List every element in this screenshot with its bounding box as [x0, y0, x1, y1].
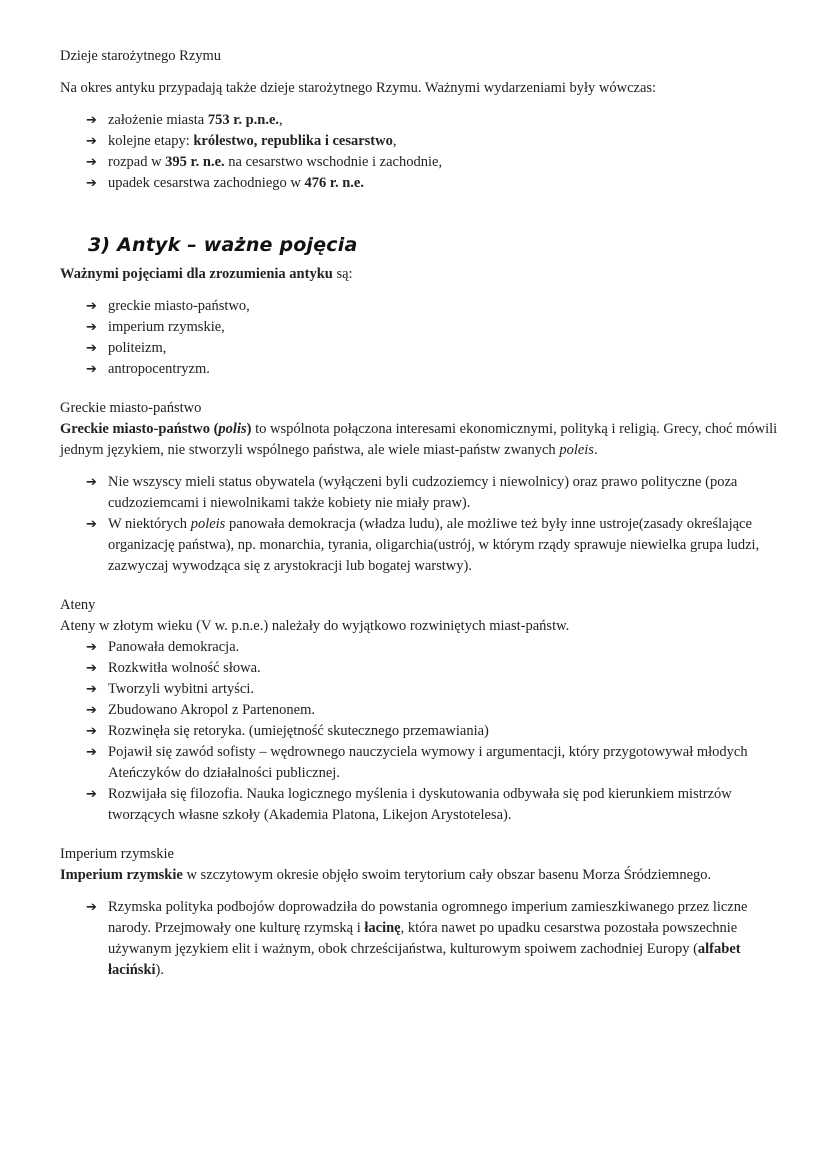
- ateny-intro: Ateny w złotym wieku (V w. p.n.e.) należały do wyjątkowo rozwiniętych miast-państw.: [60, 618, 570, 634]
- greckie-para: Greckie miasto-państwo (polis) to wspólnota połączona interesami ekonomicznymi, polityką i religią. Grecy, choć mówili jednym językiem, nie stworzyli wspólnego państwa, ale wiele miast-państw zwanych poleis.: [60, 421, 778, 458]
- arrow-right-icon: ➔: [86, 299, 97, 314]
- emphasis-text: poleis: [190, 516, 226, 532]
- arrow-right-icon: ➔: [86, 682, 97, 697]
- emphasis-text: polis: [218, 421, 247, 437]
- emphasis-text: Greckie miasto-państwo (: [60, 421, 219, 437]
- arrow-right-icon: ➔: [86, 900, 97, 915]
- arrow-right-icon: ➔: [86, 341, 97, 356]
- emphasis-text: alfabet łaciński: [108, 941, 741, 978]
- list-item: ➔ kolejne etapy: królestwo, republika i cesarstwo,: [86, 131, 778, 152]
- list-item: ➔ Panowała demokracja.: [86, 637, 778, 658]
- arrow-right-icon: ➔: [86, 155, 97, 170]
- list-item: ➔ politeizm,: [86, 338, 778, 359]
- greckie-list: [60, 472, 778, 577]
- arrow-right-icon: ➔: [86, 724, 97, 739]
- emphasis-text: Ważnymi pojęciami dla zrozumienia antyku: [60, 266, 333, 282]
- list-item: ➔ założenie miasta 753 r. p.n.e.,: [86, 110, 778, 131]
- imperium-heading: Imperium rzymskie: [60, 846, 174, 862]
- arrow-right-icon: ➔: [86, 176, 97, 191]
- list-item: ➔ antropocentryzm.: [86, 359, 778, 380]
- emphasis-text: 476 r. n.e.: [304, 175, 364, 191]
- emphasis-text: królestwo, republika i cesarstwo: [193, 133, 393, 149]
- arrow-right-icon: ➔: [86, 787, 97, 802]
- emphasis-text: 753 r. p.n.e.: [207, 112, 280, 128]
- arrow-right-icon: ➔: [86, 134, 97, 149]
- emphasis-text: Imperium rzymskie: [60, 867, 183, 883]
- ateny-heading: Ateny: [60, 597, 96, 613]
- list-item: ➔ Rzymska polityka podbojów doprowadziła do powstania ogromnego imperium zamieszkiwanego przez liczne narody. Przejmowały one kulturę rzymską i łacinę, która nawet po upadku cesarstwa pozostała powszechnie używanym językiem elit i ważnym, obok chrześcijaństwa, kulturowym spoiwem zachodniej Europy (alfabet łaciński).: [86, 899, 748, 978]
- rzym-list: [60, 110, 778, 194]
- list-item: ➔ Zbudowano Akropol z Partenonem.: [86, 700, 778, 721]
- list-item: ➔ W niektórych poleis panowała demokracja (władza ludu), ale możliwe też były inne ustroje(zasady określające organizację państwa), np. monarchia, tyrania, oligarchia(ustrój, w którym rządy sprawuje niewielka grupa ludzi, zazwyczaj wywodząca się z arystokracji lub bogatej warstwy).: [86, 516, 760, 574]
- list-item: ➔ Tworzyli wybitni artyści.: [86, 679, 778, 700]
- arrow-right-icon: ➔: [86, 745, 97, 760]
- emphasis-text: łacinę: [364, 920, 401, 936]
- arrow-right-icon: ➔: [86, 113, 97, 128]
- list-item: ➔ upadek cesarstwa zachodniego w 476 r. n.e.: [86, 173, 778, 194]
- section-title: 3) Antyk – ważne pojęcia: [88, 234, 358, 256]
- list-item: ➔ imperium rzymskie,: [86, 317, 778, 338]
- arrow-right-icon: ➔: [86, 703, 97, 718]
- list-item: ➔ Pojawił się zawód sofisty – wędrownego nauczyciela wymowy i argumentacji, który przygotowywał młodych Ateńczyków do działalności publicznej.: [86, 744, 748, 781]
- arrow-right-icon: ➔: [86, 640, 97, 655]
- imperium-list: [60, 897, 778, 981]
- list-item: ➔ rozpad w 395 r. n.e. na cesarstwo wschodnie i zachodnie,: [86, 152, 778, 173]
- arrow-right-icon: ➔: [86, 475, 97, 490]
- list-item: ➔ Rozwijała się filozofia. Nauka logicznego myślenia i dyskutowania odbywała się pod kierunkiem mistrzów tworzących własne szkoły (Akademia Platona, Likejon Arystotelesa).: [86, 786, 732, 823]
- arrow-right-icon: ➔: [86, 661, 97, 676]
- greckie-heading: Greckie miasto-państwo: [60, 400, 202, 416]
- ateny-list: [60, 637, 778, 826]
- emphasis-text: ): [246, 421, 252, 437]
- pojecia-list: [60, 296, 778, 380]
- list-item: ➔ Nie wszyscy mieli status obywatela (wyłączeni byli cudzoziemcy i niewolnicy) oraz prawo polityczne (poza cudzoziemcami i niewolnikami także kobiety nie miały praw).: [86, 474, 738, 511]
- emphasis-text: 395 r. n.e.: [165, 154, 225, 170]
- arrow-right-icon: ➔: [86, 362, 97, 377]
- list-item: ➔ Rozkwitła wolność słowa.: [86, 658, 778, 679]
- emphasis-text: poleis: [559, 442, 594, 458]
- imperium-para: Imperium rzymskie w szczytowym okresie objęło swoim terytorium cały obszar basenu Morza Śródziemnego.: [60, 867, 712, 883]
- rzym-heading: Dzieje starożytnego Rzymu: [60, 48, 222, 64]
- section3-intro: Ważnymi pojęciami dla zrozumienia antyku są:: [60, 266, 353, 282]
- arrow-right-icon: ➔: [86, 320, 97, 335]
- list-item: ➔ greckie miasto-państwo,: [86, 296, 778, 317]
- rzym-intro: Na okres antyku przypadają także dzieje starożytnego Rzymu. Ważnymi wydarzeniami były wówczas:: [60, 80, 657, 96]
- list-item: ➔ Rozwinęła się retoryka. (umiejętność skutecznego przemawiania): [86, 721, 778, 742]
- arrow-right-icon: ➔: [86, 517, 97, 532]
